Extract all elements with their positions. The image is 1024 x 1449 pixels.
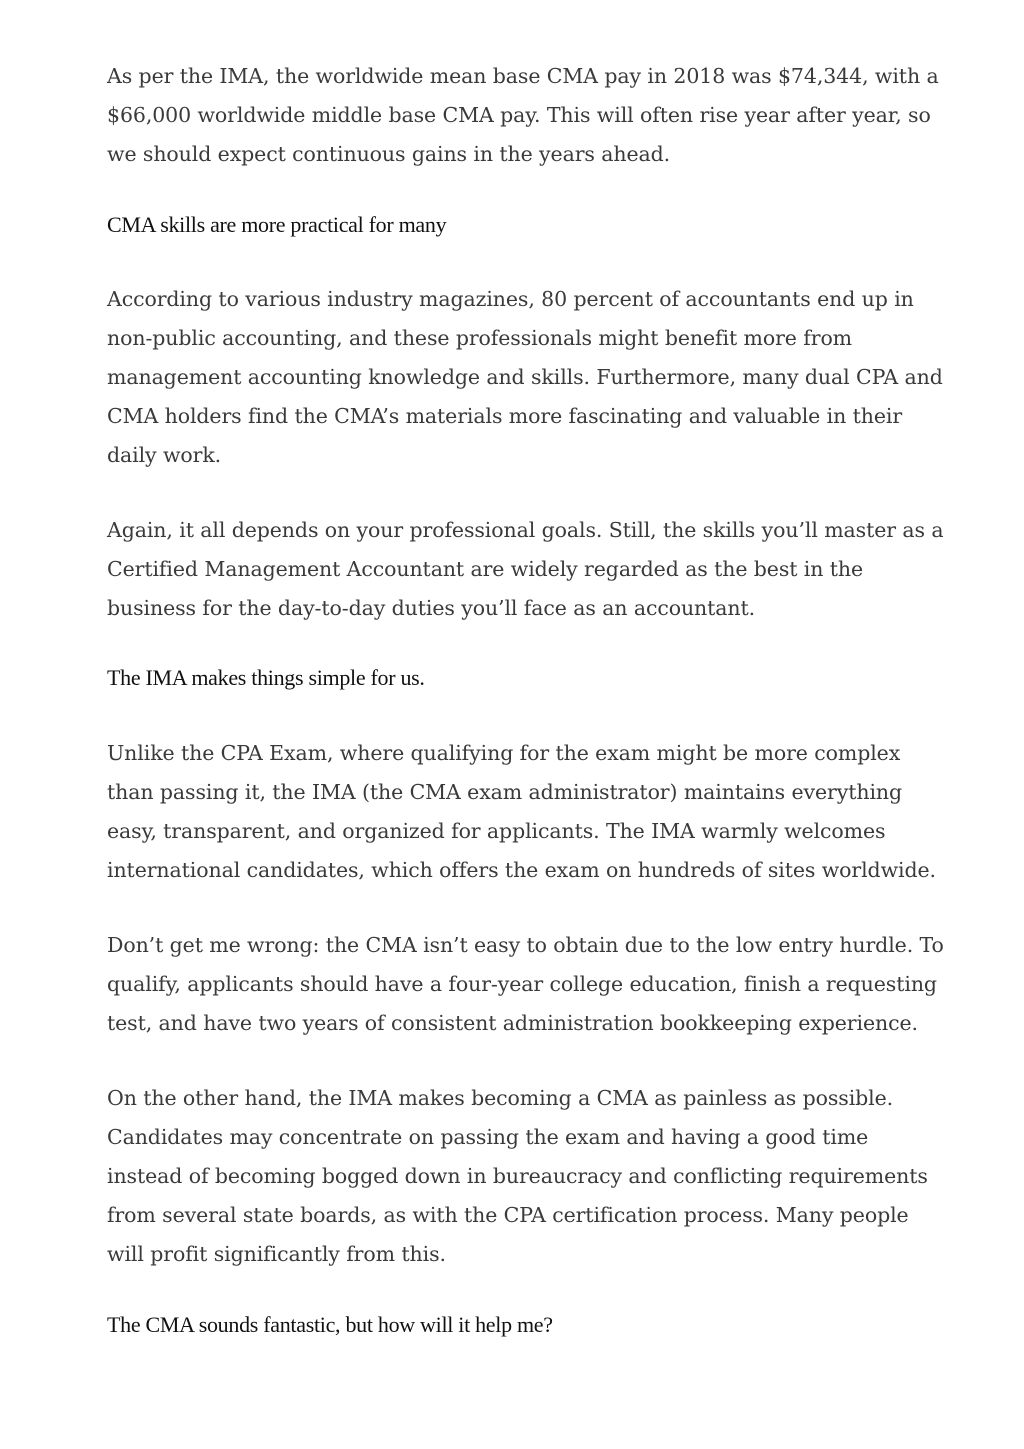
paragraph-cpa-exam: Unlike the CPA Exam, where qualifying for the exam might be more complex than passing it, the IMA (the CMA exam administrator) maintains everything easy, transparent, and organized for applicants. The IMA warmly welcomes international candidates, which offers the exam on hundreds of sites worldwide. [107, 741, 936, 882]
heading-ima-simple: The IMA makes things simple for us. [107, 665, 425, 690]
paragraph-salary: As per the IMA, the worldwide mean base CMA pay in 2018 was $74,344, with a $66,000 worldwide middle base CMA pay. This will often rise year after year, so we should expect continuous gains in the years ahead. [107, 64, 939, 166]
paragraph-painless: On the other hand, the IMA makes becoming a CMA as painless as possible. Candidates may concentrate on passing the exam and having a good time instead of becoming bogged down in bureaucracy and conflicting requirements from several state boards, as with the CPA certification process. Many people will profit significantly from this. [107, 1086, 928, 1266]
heading-how-help: The CMA sounds fantastic, but how will it help me? [107, 1312, 553, 1337]
paragraph-industry: According to various industry magazines, 80 percent of accountants end up in non-public accounting, and these professionals might benefit more from management accounting knowledge and skills. Furthermore, many dual CPA and CMA holders find the CMA’s materials more fascinating and valuable in their daily work. [107, 287, 943, 467]
heading-cma-skills: CMA skills are more practical for many [107, 212, 447, 237]
paragraph-goals: Again, it all depends on your professional goals. Still, the skills you’ll master as a Certified Management Accountant are widely regarded as the best in the business for the day-to-day duties you’ll face as an accountant. [107, 518, 944, 620]
article-body [107, 57, 947, 1384]
paragraph-requirements: Don’t get me wrong: the CMA isn’t easy to obtain due to the low entry hurdle. To qualify, applicants should have a four-year college education, finish a requesting test, and have two years of consistent administration bookkeeping experience. [107, 933, 944, 1035]
